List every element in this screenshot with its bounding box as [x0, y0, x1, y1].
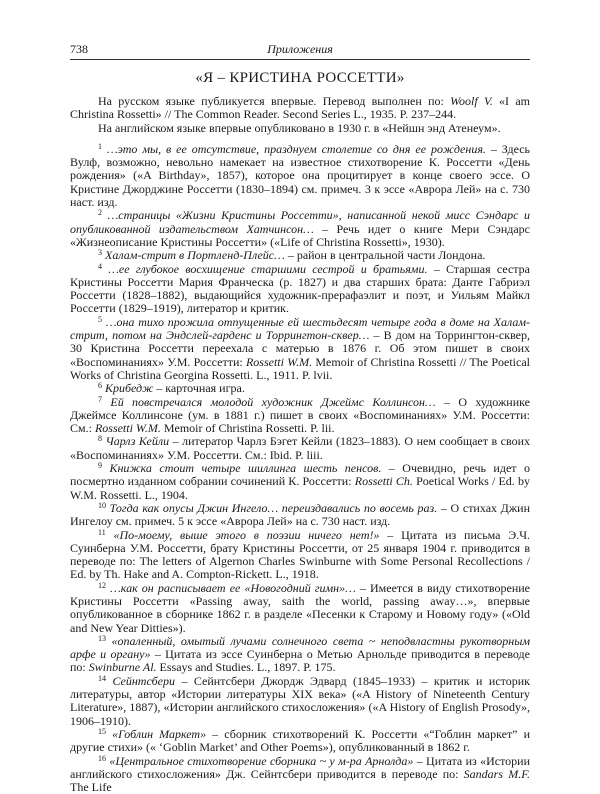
footnote: [70, 249, 530, 262]
footnote: [70, 263, 530, 316]
page-number: 738: [70, 42, 88, 56]
intro-paragraph: [70, 95, 530, 122]
text: – Старшая сестра Кристины Россетти Мария Франческа (р. 1827) и два старших брата: Данте Габриэл Россетти (1828–1882), выдающийся художник-прерафаэлит и поэт, и Уильям Майкл Россетти (1829–1919), литератор и критик.: [70, 261, 530, 316]
text: «I am Christina Rossetti» // The Common Reader. Second Series L., 1935. P. 237–244.: [70, 94, 530, 122]
italic-text: …это мы, в ее отсутствие, празднуем столетие со дня ее рождения.: [106, 141, 486, 156]
header-rule: [70, 59, 530, 60]
footnote: [70, 529, 530, 582]
footnote: [70, 675, 530, 728]
footnote-number: 11: [98, 527, 106, 537]
footnote: [70, 382, 530, 395]
italic-text: Ей повстречался молодой художник Джеймс Коллинсон…: [110, 394, 436, 409]
italic-text: Rossetti W.M.: [94, 421, 161, 436]
footnote-number: 3: [98, 248, 102, 258]
text: На английском языке впервые опубликовано в 1930 г. в «Нейшн энд Атенеум».: [98, 120, 501, 135]
footnote: [70, 462, 530, 502]
footnote-number: 15: [98, 726, 106, 736]
footnote: [70, 502, 530, 529]
italic-text: «По-моему, выше этого в поэзии ничего нет!»: [113, 527, 380, 542]
italic-text: …как он расписывает ее «Новогодний гимн»…: [110, 580, 356, 595]
footnote: [70, 316, 530, 382]
text: – Речь идет о книге Мери Сэндарс «Жизнеописание Кристины Россетти» («Life of Christina Rossetti», 1930).: [70, 221, 530, 249]
text: – Очевидно, речь идет о посмертно изданном собрании сочинений К. Россетти:: [70, 461, 531, 489]
italic-text: «опаленный, омытый лучами солнечного света ~ неподвластны рукотворным арфе и органу»: [70, 633, 530, 662]
footnote-number: 7: [98, 394, 102, 404]
document-page: [70, 42, 530, 794]
italic-text: Swinburne Al.: [88, 660, 157, 675]
text: – В дом на Торрингтон-сквер, 30 Кристина Россетти переехала с матерью в 1876 г. Об этом пишет в своих «Воспоминаниях» У.М. Россетти:: [70, 328, 530, 369]
italic-text: Woolf V.: [450, 94, 493, 108]
text: The Life: [70, 780, 112, 794]
footnotes: [70, 143, 530, 794]
footnote-number: 8: [98, 434, 102, 444]
intro-section: [70, 95, 530, 135]
text: На русском языке публикуется впервые. Перевод выполнен по:: [98, 94, 451, 108]
text: – сборник стихотворений К. Россетти «“Гоблин маркет” и другие стихи» (« ‘Goblin Market’ and Other Poems»), опубликованный в 1862 г.: [70, 726, 531, 755]
footnote-number: 5: [98, 314, 102, 324]
footnote: [70, 143, 530, 209]
footnote-number: 12: [98, 580, 106, 590]
footnote-number: 10: [98, 500, 106, 510]
footnote: [70, 582, 530, 635]
footnote-number: 9: [98, 461, 102, 471]
footnote-number: 4: [98, 261, 102, 271]
italic-text: Rossetti W.M.: [245, 354, 313, 369]
italic-text: Халам-стрит в Портленд-Плейс…: [105, 248, 285, 263]
italic-text: «Гоблин Маркет»: [112, 726, 207, 741]
footnote-number: 1: [98, 141, 102, 151]
essay-title: «Я – КРИСТИНА РОССЕТТИ»: [195, 70, 405, 86]
italic-text: …страницы «Жизни Кристины Россетти», написанной некой мисс Сэндарс и опубликованной издательством Хатчинсон…: [70, 208, 530, 236]
text: – Здесь Вулф, возможно, невольно намекает на известное стихотворение К. Россетти «День рождения» («A Birthday», 1857), которое она процитирует в конце своего эссе. О Кристине Джорджине Россетти (1830–1894) см. примеч. 3 к эссе «Аврора Лей» на с. 730 наст. изд.: [70, 141, 530, 210]
footnote-number: 2: [98, 208, 102, 218]
text: – Цитата из «Истории английского стихосложения» Дж. Сейнтсбери приводится в переводе по:: [70, 753, 531, 781]
text: – район в центральной части Лондона.: [284, 248, 486, 263]
text: Memoir of Christina Rossetti. P. lii.: [160, 421, 335, 436]
italic-text: Чарлз Кейли: [105, 434, 170, 449]
intro-paragraph: [70, 122, 530, 135]
footnote: [70, 728, 530, 755]
footnote: [70, 755, 530, 794]
text: – Имеется в виду стихотворение Кристины Россетти «Passing away, saith the world, passing away…», впервые опубликованное в сборнике 1862 г. в разделе «Песенки к Старому и Новому году» («Old and New Year Ditties»).: [70, 580, 531, 635]
text: – литератор Чарлз Бэгет Кейли (1823–1883). О нем сообщает в своих «Воспоминаниях» У.М. Россетти. См.: Ibid. P. liii.: [70, 434, 530, 462]
text: Memoir of Christina Rossetti // The Poetical Works of Christina Georgina Rossetti. L., 1911. P. lvii.: [70, 354, 531, 382]
text: – Сейнтсбери Джордж Эдвард (1845–1933) – критик и историк литературы, автор «Истории литературы XIX века» («A History of Nineteenth Century Literature», 1887), «Истории английского стихосложения» («A History of English Prosody», 1906–1910).: [70, 673, 530, 728]
text: – карточная игра.: [153, 381, 245, 396]
text: – О художнике Джеймсе Коллинсоне (ум. в 1881 г.) пишет в своих «Воспоминаниях» У.М. Россетти: См.:: [70, 394, 531, 436]
footnote: [70, 396, 530, 436]
italic-text: Крибедж: [105, 381, 154, 396]
text: – Цитата из письма Э.Ч. Суинберна У.М. Россетти, брату Кристины Россетти, от 25 января 1904 г. приводится в переводе по: The letters of Algernon Charles Swinburne with Some Personal Recollections / Ed. by Th. Hake and A. Compton-Rickett. L., 1918.: [70, 527, 531, 582]
footnote-number: 14: [98, 673, 106, 683]
footnote: [70, 209, 530, 249]
footnote-number: 13: [98, 633, 106, 643]
text: – Цитата из эссе Суинберна о Метью Арнольде приводится в переводе по:: [70, 647, 530, 675]
italic-text: Книжка стоит четыре шиллинга шесть пенсов.: [109, 461, 382, 476]
footnote-number: 16: [98, 753, 106, 763]
footnote: [70, 435, 530, 462]
text: Poetical Works / Ed. by W.M. Rossetti. L., 1904.: [70, 474, 530, 502]
italic-text: Тогда как опусы Джин Ингело… переиздавались по восемь раз.: [109, 500, 438, 515]
running-title: Приложения: [267, 42, 333, 56]
italic-text: …она тихо прожила отпущенные ей шестьдесят четыре года в доме на Халам-стрит, потом на Эндслей-гарденс и Торрингтон-сквер…: [70, 314, 530, 343]
footnote: [70, 635, 530, 675]
italic-text: Сейнтсбери: [112, 673, 175, 688]
page-header: [70, 42, 530, 56]
text: – О стихах Джин Ингелоу см. примеч. 5 к эссе «Аврора Лей» на с. 730 наст. изд.: [70, 500, 531, 529]
italic-text: «Центральное стихотворение сборника ~ у м-ра Арнолда»: [109, 753, 414, 768]
italic-text: Rossetti Ch.: [354, 474, 413, 489]
footnote-number: 6: [98, 381, 102, 391]
text: Essays and Studies. L., 1897. P. 175.: [156, 660, 336, 675]
italic-text: …ее глубокое восхищение старшими сестрой и братьями.: [108, 261, 428, 276]
italic-text: Sandars M.F.: [463, 766, 530, 781]
